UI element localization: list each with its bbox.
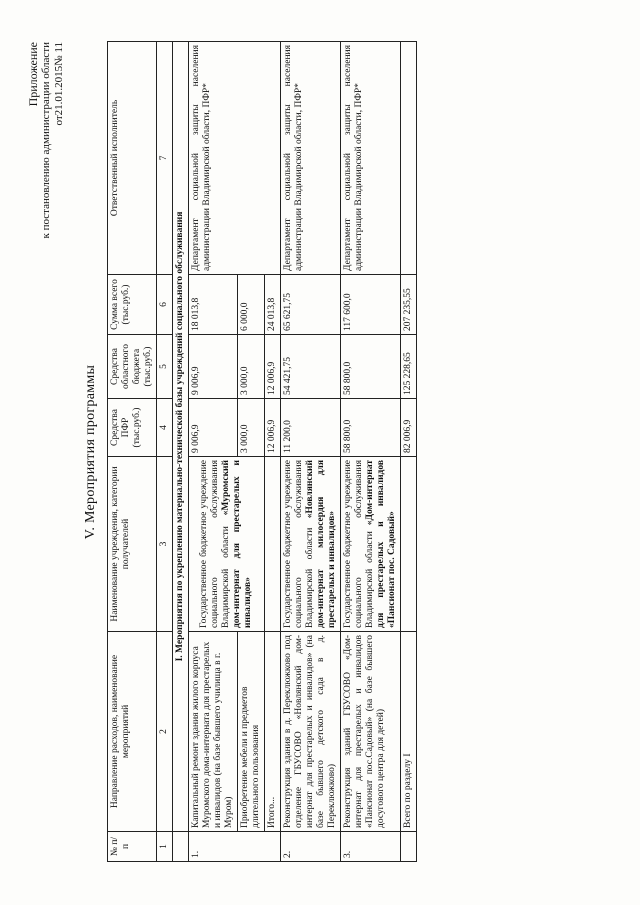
institution-name-bold: «Муромский дом-интернат для престарелых и инвалидов» (221, 460, 253, 628)
total-sum: 117 600,0 (341, 275, 401, 335)
table-row (189, 42, 238, 862)
col-number: 5 (157, 335, 173, 399)
table-row (341, 42, 401, 862)
activity-direction: Реконструкция зданий ГБУСОВО «Дом-интернат для престарелых и инвалидов «Пансионат пос.Садовый» (на базе бывшего досугового центра для детей) (341, 632, 401, 832)
col-header-institution: Наименование учреждения, категории получателей (108, 457, 157, 632)
total-sum: 6 000,0 (238, 275, 265, 335)
regional-funds: 3 000,0 (238, 335, 265, 399)
col-header-pfr-funds: Средства ПФР (тыс.руб.) (108, 399, 157, 457)
col-number: 2 (157, 632, 173, 832)
subtotal-regional: 12 006,9 (265, 335, 281, 399)
subsection-row (173, 42, 189, 862)
institution-name-bold: «Дом-интернат для престарелых и инвалидов «Пансионат пос. Садовый» (365, 460, 397, 628)
col-header-direction: Направление расходов, наименование мероприятий (108, 632, 157, 832)
pfr-funds: 9 006,9 (189, 399, 238, 457)
pfr-funds: 58 800,0 (341, 399, 401, 457)
decree-reference: к постановлению администрации области (40, 42, 52, 239)
grand-total-row (401, 42, 417, 862)
total-sum: 65 621,75 (281, 275, 341, 335)
regional-funds: 9 006,9 (189, 335, 238, 399)
activity-direction: Приобретение мебели и предметов длительного пользования (238, 632, 265, 832)
col-header-regional-funds: Средства областного бюджета (тыс.руб.) (108, 335, 157, 399)
col-number: 4 (157, 399, 173, 457)
institution-name: Государственное бюджетное учреждение социального обслуживания Владимирской области (199, 460, 231, 628)
table-row (281, 42, 341, 862)
grand-total-regional: 125 228,65 (401, 335, 417, 399)
institution-cell (341, 457, 401, 632)
subtotal-label: Итого... (265, 632, 281, 832)
activity-direction: Капитальный ремонт здания жилого корпуса Муромского дома-интерната для престарелых и инвалидов (на базе бывшего училища в г. Муром) (189, 632, 238, 832)
grand-total-label: Всего по разделу I (401, 632, 417, 832)
row-number: 2. (281, 832, 341, 862)
regional-funds: 58 800,0 (341, 335, 401, 399)
decree-date: от21.01.2015№ 11 (53, 42, 65, 126)
table-header-row (108, 42, 157, 862)
subsection-title: I. Мероприятия по укреплению материально-технической базы учреждений социального обслуживания (173, 42, 189, 832)
institution-name: Государственное бюджетное учреждение социального обслуживания Владимирской области (283, 460, 315, 628)
institution-cell (189, 457, 265, 632)
regional-funds: 54 421,75 (281, 335, 341, 399)
grand-total-sum: 207 235,55 (401, 275, 417, 335)
rotated-sheet (27, 42, 597, 862)
row-number: 3. (341, 832, 401, 862)
col-number: 1 (157, 832, 173, 862)
col-number: 7 (157, 42, 173, 275)
subtotal-sum: 24 013,8 (265, 275, 281, 335)
responsible-executor: Департамент социальной защиты населения администрации Владимирской области, ПФР* (341, 42, 401, 275)
responsible-executor: Департамент социальной защиты населения администрации Владимирской области, ПФР* (189, 42, 281, 275)
responsible-executor: Департамент социальной защиты населения администрации Владимирской области, ПФР* (281, 42, 341, 275)
section-title: V. Мероприятия программы (83, 364, 98, 540)
institution-name-bold: «Новлянский дом-интернат милосердия для престарелых и инвалидов» (305, 460, 337, 628)
column-number-row (157, 42, 173, 862)
col-header-number: № п/п (108, 832, 157, 862)
program-activities-table (107, 41, 417, 862)
col-header-responsible: Ответственный исполнитель (108, 42, 157, 275)
pfr-funds: 3 000,0 (238, 399, 265, 457)
pfr-funds: 11 200,0 (281, 399, 341, 457)
institution-name: Государственное бюджетное учреждение социального обслуживания Владимирской области (343, 460, 375, 628)
col-number: 3 (157, 457, 173, 632)
total-sum: 18 013,8 (189, 275, 238, 335)
institution-cell (281, 457, 341, 632)
appendix-title: Приложение (26, 42, 40, 107)
row-number: 1. (189, 832, 281, 862)
activity-direction: Реконструкция здания в д. Переклюжково под отделение ГБУСОВО «Новлянский дом-интернат для престарелых и инвалидов» (на базе бывшего детского сада в д. Переклюжково) (281, 632, 341, 832)
grand-total-pfr: 82 006,9 (401, 399, 417, 457)
col-header-total-sum: Сумма всего (тыс.руб.) (108, 275, 157, 335)
col-number: 6 (157, 275, 173, 335)
subtotal-pfr: 12 006,9 (265, 399, 281, 457)
